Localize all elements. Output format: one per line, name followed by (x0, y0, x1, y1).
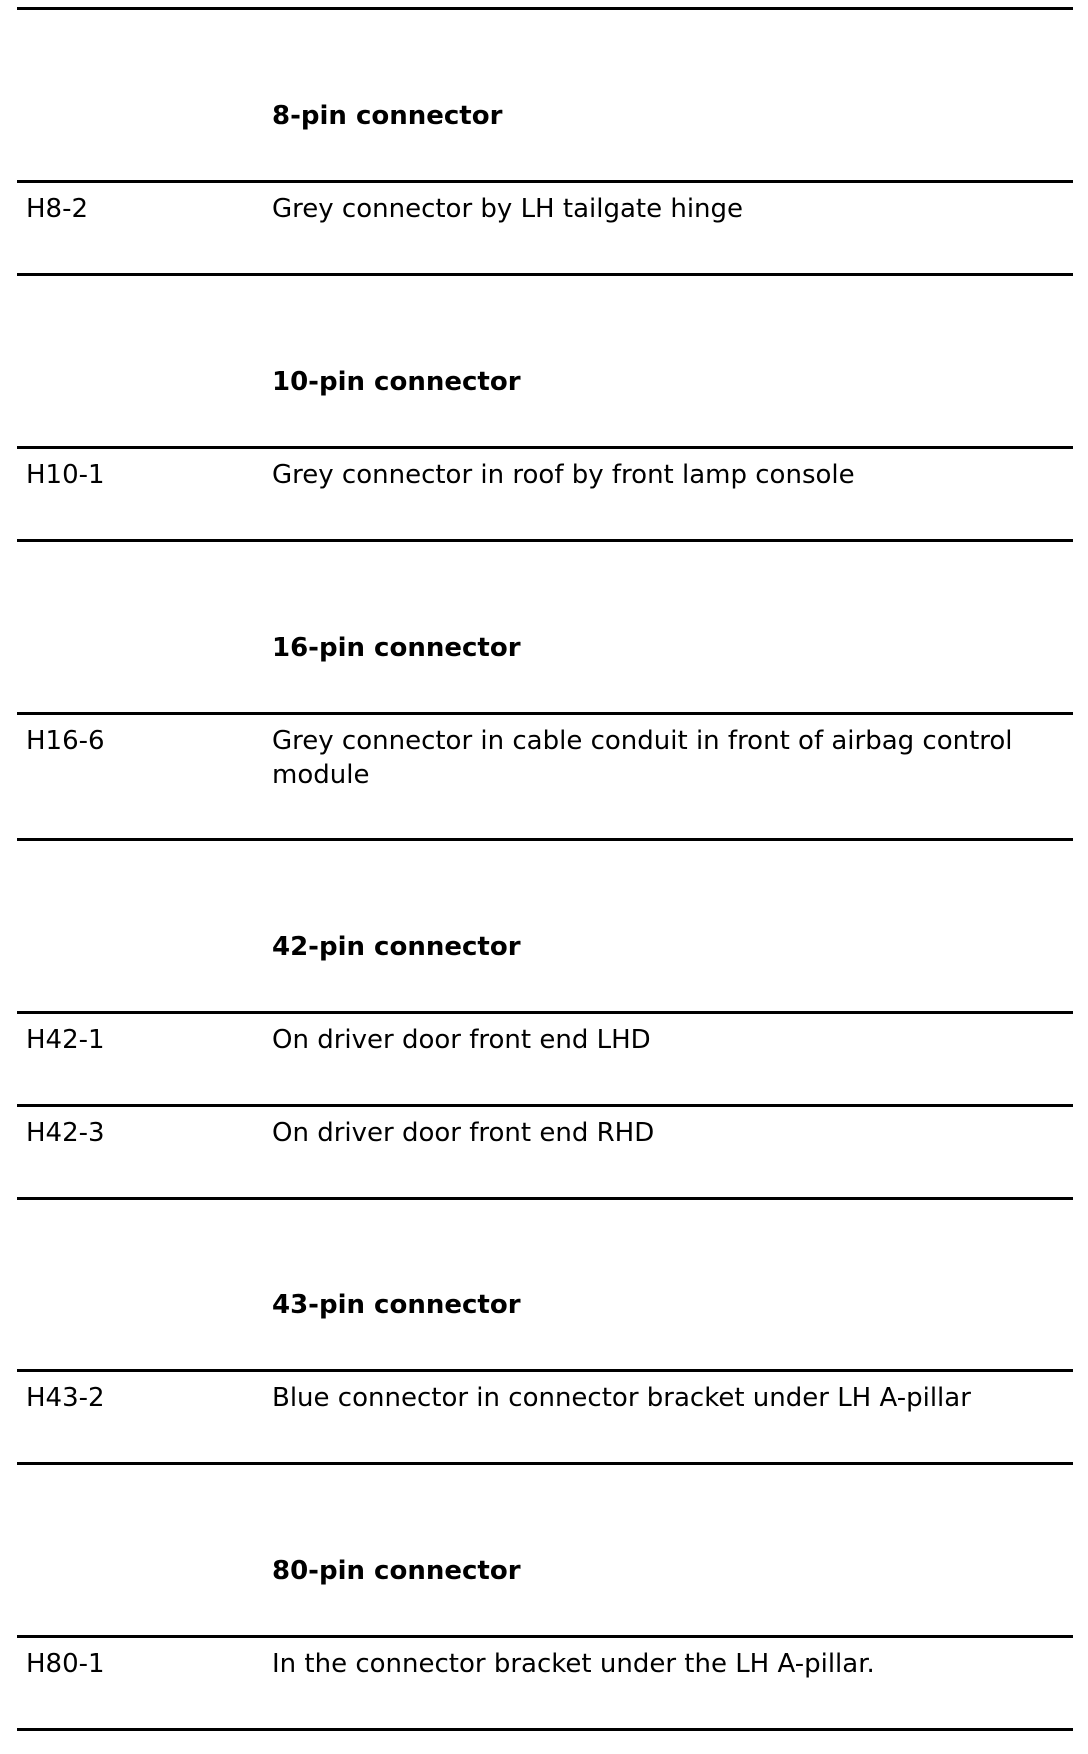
table-rule (17, 1462, 1073, 1465)
connector-code: H16-6 (26, 726, 105, 756)
section-heading: 8-pin connector (272, 101, 503, 131)
table-rule (17, 1011, 1073, 1014)
table-rule (17, 539, 1073, 542)
section-heading: 80-pin connector (272, 1556, 521, 1586)
connector-description: On driver door front end LHD (272, 1025, 651, 1055)
connector-code: H10-1 (26, 460, 105, 490)
connector-description: Grey connector in cable conduit in front of airbag control module (272, 726, 1013, 790)
table-rule (17, 1369, 1073, 1372)
connector-code: H42-1 (26, 1025, 105, 1055)
connector-code: H8-2 (26, 194, 89, 224)
connector-description: Grey connector in roof by front lamp console (272, 460, 855, 490)
table-rule (17, 180, 1073, 183)
section-heading: 10-pin connector (272, 367, 521, 397)
connector-description: On driver door front end RHD (272, 1118, 655, 1148)
section-heading: 43-pin connector (272, 1290, 521, 1320)
table-rule (17, 712, 1073, 715)
table-rule (17, 446, 1073, 449)
section-heading: 16-pin connector (272, 633, 521, 663)
connector-code: H42-3 (26, 1118, 105, 1148)
connector-description: Grey connector by LH tailgate hinge (272, 194, 744, 224)
table-rule (17, 7, 1073, 10)
table-rule (17, 1728, 1073, 1731)
table-rule (17, 1104, 1073, 1107)
table-rule (17, 838, 1073, 841)
section-heading: 42-pin connector (272, 932, 521, 962)
connector-description: In the connector bracket under the LH A-pillar. (272, 1649, 875, 1679)
connector-description: Blue connector in connector bracket under LH A-pillar (272, 1383, 971, 1413)
table-rule (17, 1635, 1073, 1638)
table-rule (17, 273, 1073, 276)
connector-code: H43-2 (26, 1383, 105, 1413)
connector-code: H80-1 (26, 1649, 105, 1679)
table-rule (17, 1197, 1073, 1200)
